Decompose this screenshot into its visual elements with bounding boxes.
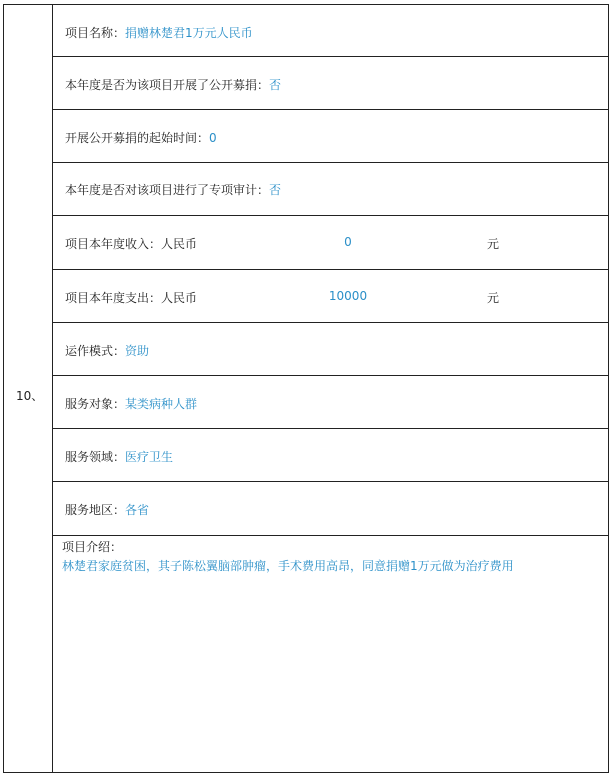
service-field-label: 服务领域： (65, 450, 126, 464)
operation-mode-value: 资助 (125, 344, 150, 358)
expense-value: 10000 (328, 289, 368, 303)
service-target-value: 某类病种人群 (125, 397, 198, 411)
public-fundraising-value: 否 (269, 78, 282, 92)
row-project-name (52, 4, 609, 57)
row-service-field (52, 429, 609, 482)
introduction-text: 林楚君家庭贫困，其子陈松翼脑部肿瘤，手术费用高昂，同意捐赠1万元做为治疗费用 (62, 559, 514, 573)
row-service-area (52, 482, 609, 536)
income-value: 0 (344, 235, 352, 249)
row-income (52, 216, 609, 270)
service-target-label: 服务对象： (65, 397, 126, 411)
introduction-label: 项目介绍： (62, 540, 123, 554)
fundraising-start-label: 开展公开募捐的起始时间： (65, 131, 210, 145)
income-label: 项目本年度收入：人民币 (65, 237, 198, 251)
service-field-value: 医疗卫生 (125, 450, 174, 464)
row-service-target (52, 376, 609, 429)
expense-unit: 元 (487, 291, 500, 305)
record-index: 10、 (16, 389, 44, 403)
service-area-label: 服务地区： (65, 503, 126, 517)
fundraising-start-value: 0 (209, 131, 217, 145)
expense-label: 项目本年度支出：人民币 (65, 291, 198, 305)
special-audit-label: 本年度是否对该项目进行了专项审计： (65, 183, 270, 197)
row-expense (52, 270, 609, 323)
row-fundraising-start (52, 110, 609, 163)
income-unit: 元 (487, 237, 500, 251)
project-name-value: 捐赠林楚君1万元人民币 (125, 26, 253, 40)
row-operation-mode (52, 323, 609, 376)
operation-mode-label: 运作模式： (65, 344, 126, 358)
service-area-value: 各省 (125, 503, 150, 517)
row-public-fundraising (52, 57, 609, 110)
special-audit-value: 否 (269, 183, 282, 197)
index-column (3, 4, 53, 773)
project-name-label: 项目名称： (65, 26, 126, 40)
public-fundraising-label: 本年度是否为该项目开展了公开募捐： (65, 78, 270, 92)
row-special-audit (52, 163, 609, 216)
